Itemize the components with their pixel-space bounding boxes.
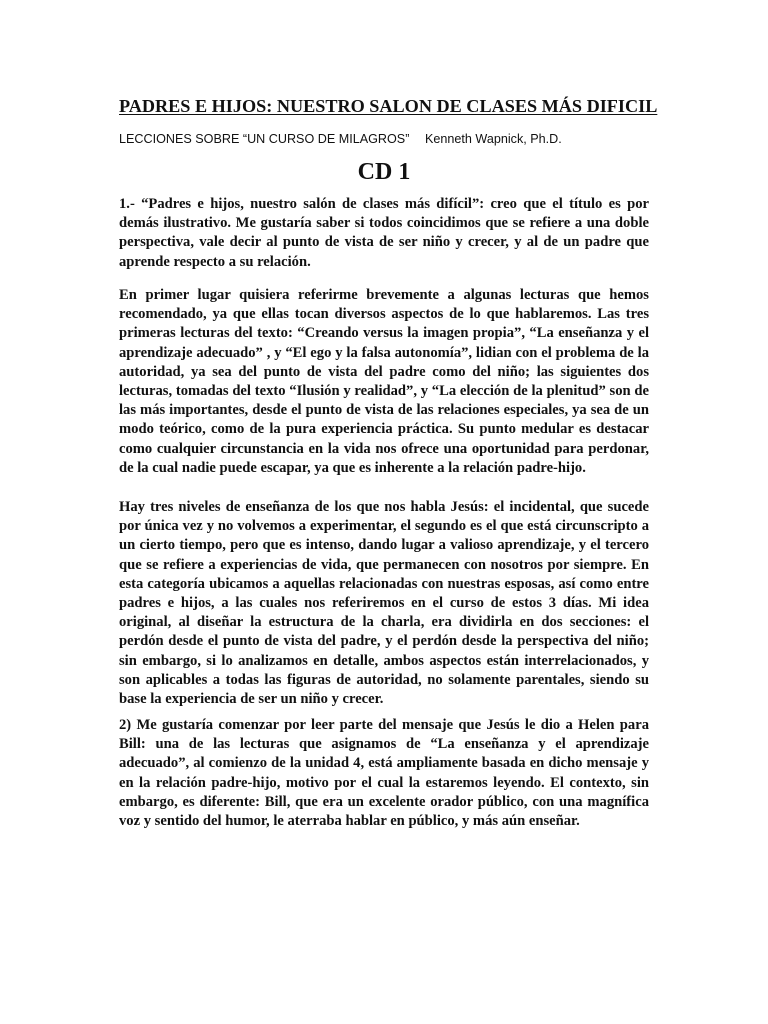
document-title: PADRES E HIJOS: NUESTRO SALON DE CLASES MÁS DIFICIL (119, 96, 658, 116)
subheader (119, 130, 659, 148)
paragraph-2: En primer lugar quisiera referirme brevemente a algunas lecturas que hemos recomendado, ya que ellas tocan diversos aspectos de lo que hablaremos. Las tres primeras lecturas del texto: “Creando versus la imagen propia”, “La enseñanza y el aprendizaje adecuado” , y “El ego y la falsa autonomía”, lidian con el problema de la autoridad, ya sea del punto de vista del padre como del niño; las siguientes dos lecturas, tomadas del texto “Ilusión y realidad”, y “La elección de la plenitud” son de las más importantes, desde el punto de vista de las relaciones especiales, ya sea de un modo teórico, como de la pura experiencia práctica. Su punto medular es destacar como cualquier circunstancia en la vida nos ofrece una oportunidad para perdonar, de la cual nadie puede escapar, ya que es inherente a la relación padre-hijo. (119, 287, 649, 476)
author-name: Kenneth Wapnick, Ph.D. (425, 132, 562, 146)
paragraph-4: 2) Me gustaría comenzar por leer parte del mensaje que Jesús le dio a Helen para Bill: una de las lecturas que asignamos de “La enseñanza y el aprendizaje adecuado”, al comienzo de la unidad 4, está ampliamente basada en dicho mensaje y en la relación padre-hijo, motivo por el cual la estaremos leyendo. El contexto, sin embargo, es diferente: Bill, que era un excelente orador público, con una magnífica voz y sentido del humor, le aterraba hablar en público, y más aún enseñar. (119, 717, 649, 830)
paragraph-3: Hay tres niveles de enseñanza de los que nos habla Jesús: el incidental, que sucede por única vez y no volvemos a experimentar, el segundo es el que está circunscripto a un cierto tiempo, pero que es intenso, dando lugar a valioso aprendizaje, y el tercero que se refiere a experiencias de vida, que permanecen con nosotros por siempre. En esta categoría ubicamos a aquellas relacionadas con nuestras esposas, así como entre padres e hijos, a las cuales nos referiremos en el curso de estos 3 días. Mi idea original, al diseñar la estructura de la charla, era dividirla en dos secciones: el perdón desde el punto de vista del padre, y el perdón desde la perspectiva del niño; sin embargo, si lo analizamos en detalle, ambos aspectos están interrelacionados, y son aplicables a todas las figuras de autoridad, no solamente parentales, siendo su base la experiencia de ser un niño y crecer. (119, 499, 649, 708)
course-name: LECCIONES SOBRE “UN CURSO DE MILAGROS” (119, 132, 410, 146)
paragraph-1: 1.- “Padres e hijos, nuestro salón de clases más difícil”: creo que el título es por demás ilustrativo. Me gustaría saber si todos coincidimos que se refiere a una doble perspectiva, vale decir al punto de vista de ser niño y crecer, y al de un padre que aprende respecto a su relación. (119, 196, 649, 270)
section-heading: CD 1 (357, 159, 411, 185)
